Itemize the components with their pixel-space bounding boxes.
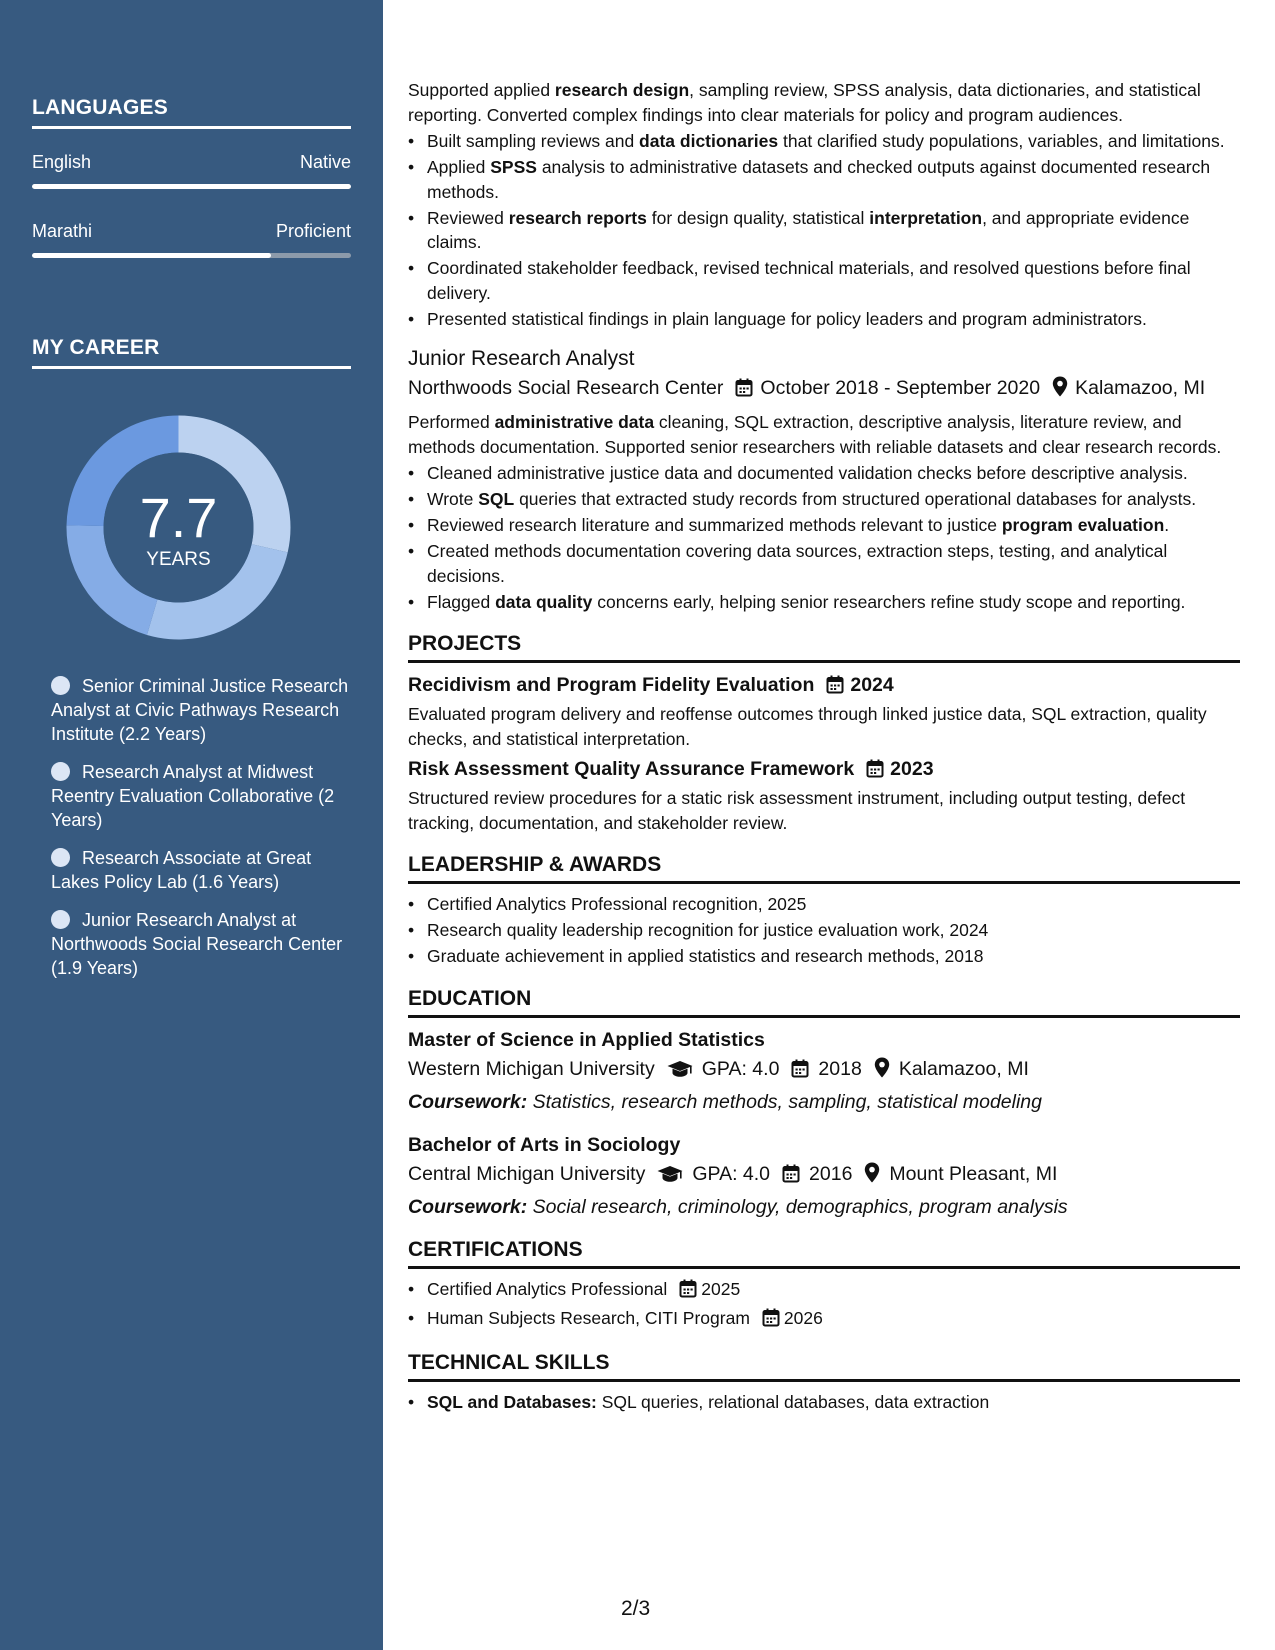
education-meta [408, 1159, 1240, 1192]
career-item [51, 760, 351, 832]
text-segment: Applied [427, 157, 491, 177]
project-name: Recidivism and Program Fidelity Evaluation [408, 674, 815, 696]
text-segment: queries that extracted study records from structured operational databases for analysts. [514, 489, 1197, 509]
skill-value: SQL queries, relational databases, data extraction [596, 1392, 990, 1412]
skill-item [408, 1390, 1240, 1415]
education-list [408, 1026, 1240, 1222]
coursework-text: Statistics, research methods, sampling, statistical modeling [527, 1090, 1043, 1113]
education-meta [408, 1054, 1240, 1087]
calendar-icon [735, 376, 753, 406]
skills-heading: TECHNICAL SKILLS [408, 1349, 1240, 1382]
page-number: 2/3 [621, 1597, 651, 1620]
language-name: English [32, 152, 92, 172]
bullet-item [408, 256, 1240, 305]
job-summary [408, 410, 1240, 459]
project-description: Evaluated program delivery and reoffense outcomes through linked justice data, SQL extraction, quality checks, and statistical interpretation. [408, 704, 1207, 749]
calendar-icon [782, 1162, 800, 1192]
job-dates: October 2018 - September 2020 [760, 377, 1041, 399]
skill-label: SQL and Databases: [427, 1392, 597, 1412]
certification-name: Human Subjects Research, CITI Program [427, 1307, 750, 1328]
bullet-item [408, 590, 1240, 615]
location-pin-icon [1052, 376, 1068, 406]
awards-heading: LEADERSHIP & AWARDS [408, 851, 1240, 884]
coursework [408, 1087, 1240, 1117]
certifications-heading: CERTIFICATIONS [408, 1236, 1240, 1269]
career-legend [51, 674, 351, 994]
text-segment: Wrote [427, 489, 479, 509]
text-segment: for design quality, statistical [646, 207, 870, 228]
school-name: Central Michigan University [408, 1162, 646, 1185]
bold-phrase: administrative data [494, 412, 655, 432]
bold-phrase: research design [554, 80, 690, 100]
coursework-label: Coursework: [408, 1090, 528, 1113]
text-segment: Reviewed [427, 207, 509, 228]
language-bar [32, 253, 351, 258]
language-level: Native [299, 152, 351, 172]
text-segment: Cleaned administrative justice data and documented validation checks before descriptive analysis. [427, 463, 1188, 483]
graduation-cap-icon [657, 1162, 683, 1192]
bullet-item [408, 539, 1240, 588]
school-location: Mount Pleasant, MI [889, 1162, 1058, 1185]
coursework-label: Coursework: [408, 1195, 528, 1218]
text-segment: Supported applied [408, 80, 555, 100]
bold-phrase: SPSS [490, 157, 537, 177]
text-segment: Presented statistical findings in plain language for policy leaders and program administrators. [427, 308, 1147, 329]
degree-title: Bachelor of Arts in Sociology [408, 1133, 681, 1156]
projects-list [408, 671, 1240, 835]
career-item-label: Senior Criminal Justice Research Analyst at Civic Pathways Research Institute (2.2 Years) [51, 676, 349, 744]
sidebar [0, 0, 383, 1650]
language-bar-fill [32, 184, 351, 189]
bullet-item [408, 155, 1240, 204]
bullet-item [408, 513, 1240, 538]
project-year: 2023 [890, 758, 934, 780]
certification-name: Certified Analytics Professional [427, 1278, 668, 1299]
bullet-item [408, 487, 1240, 512]
bullet-item [408, 307, 1240, 332]
project-title [408, 755, 1240, 786]
calendar-icon [866, 758, 884, 786]
career-item-label: Research Associate at Great Lakes Policy Lab (1.6 Years) [51, 848, 312, 892]
graduation-cap-icon [667, 1057, 693, 1087]
job-title: Junior Research Analyst [408, 347, 635, 370]
location-pin-icon [864, 1162, 880, 1192]
language-level: Proficient [275, 221, 351, 241]
graduation-year: 2016 [809, 1162, 853, 1185]
career-item [51, 674, 351, 746]
text-segment: Performed [408, 412, 495, 432]
awards-list [408, 892, 1240, 969]
gpa: GPA: 4.0 [692, 1162, 771, 1185]
bold-phrase: interpretation [869, 207, 983, 228]
coursework [408, 1192, 1240, 1222]
location-pin-icon [874, 1057, 890, 1087]
text-segment: Coordinated stakeholder feedback, revised technical materials, and resolved questions before final delivery. [427, 258, 1191, 303]
text-segment: concerns early, helping senior researchers refine study scope and reporting. [592, 591, 1186, 612]
text-segment: Reviewed research literature and summarized methods relevant to justice [427, 515, 1002, 535]
text-segment: that clarified study populations, variables, and limitations. [778, 131, 1225, 151]
text-segment: cleaning, SQL extraction, descriptive analysis, literature review, and methods documentation. Supported senior researchers with reliable datasets and clear research records. [408, 412, 1222, 457]
job-company: Northwoods Social Research Center [408, 377, 724, 399]
project-title [408, 671, 1240, 702]
bullet-item [408, 129, 1240, 154]
award-item: • Research quality leadership recognition for justice evaluation work, 2024 [408, 918, 1240, 943]
bold-phrase: data quality [495, 591, 593, 612]
career-item [51, 908, 351, 980]
project-description: Structured review procedures for a static risk assessment instrument, including output testing, defect tracking, documentation, and stakeholder review. [408, 788, 1186, 833]
school-location: Kalamazoo, MI [898, 1057, 1029, 1080]
languages-heading: LANGUAGES [32, 96, 351, 129]
language-name: Marathi [32, 221, 93, 241]
gpa: GPA: 4.0 [701, 1057, 780, 1080]
role-bullets [408, 129, 1240, 331]
career-item-label: Junior Research Analyst at Northwoods Social Research Center (1.9 Years) [51, 910, 343, 978]
project-name: Risk Assessment Quality Assurance Framework [408, 758, 855, 780]
career-heading: MY CAREER [32, 336, 351, 369]
text-segment: , sampling review, SPSS analysis, data dictionaries, and statistical reporting. Converted complex findings into clear materials for policy and program audiences. [408, 80, 1201, 125]
text-segment: Built sampling reviews and [427, 131, 640, 151]
main-content [408, 78, 1240, 1416]
bold-phrase: research reports [508, 207, 647, 228]
certification-year: 2025 [701, 1278, 741, 1299]
project-year: 2024 [850, 674, 894, 696]
skills-list [408, 1390, 1240, 1415]
career-dot-icon [51, 676, 70, 695]
award-item: • Certified Analytics Professional recognition, 2025 [408, 892, 1240, 917]
job-meta [408, 373, 1240, 406]
career-total-unit: YEARS [146, 549, 211, 570]
calendar-icon [679, 1279, 697, 1305]
language-row [32, 152, 351, 173]
award-item: • Graduate achievement in applied statistics and research methods, 2018 [408, 944, 1240, 969]
career-dot-icon [51, 910, 70, 929]
certifications-list [408, 1277, 1240, 1334]
language-bar-fill [32, 253, 271, 258]
education-heading: EDUCATION [408, 985, 1240, 1018]
career-total-years: 7.7 [139, 486, 218, 549]
career-item-label: Research Analyst at Midwest Reentry Evaluation Collaborative (2 Years) [51, 762, 335, 830]
text-segment: . [1164, 515, 1170, 535]
calendar-icon [762, 1308, 780, 1334]
bold-phrase: SQL [478, 489, 515, 509]
job-bullets [408, 461, 1240, 614]
degree-title: Master of Science in Applied Statistics [408, 1028, 765, 1051]
career-dot-icon [51, 762, 70, 781]
certification-item [408, 1277, 1240, 1305]
graduation-year: 2018 [818, 1057, 862, 1080]
career-dot-icon [51, 848, 70, 867]
text-segment: Created methods documentation covering data sources, extraction steps, testing, and analytical decisions. [427, 541, 1168, 586]
language-bar [32, 184, 351, 189]
bullet-item [408, 206, 1240, 255]
certification-item [408, 1306, 1240, 1334]
text-segment: analysis to administrative datasets and checked outputs against documented research methods. [427, 157, 1211, 202]
school-name: Western Michigan University [408, 1057, 655, 1080]
certification-year: 2026 [783, 1307, 823, 1328]
career-item [51, 846, 351, 894]
text-segment: , and appropriate evidence claims. [427, 207, 1190, 252]
coursework-text: Social research, criminology, demographics, program analysis [527, 1195, 1068, 1218]
projects-heading: PROJECTS [408, 630, 1240, 663]
calendar-icon [826, 674, 844, 702]
bullet-item [408, 461, 1240, 486]
language-row [32, 221, 351, 242]
bold-phrase: data dictionaries [639, 131, 779, 151]
calendar-icon [791, 1057, 809, 1087]
bold-phrase: program evaluation [1001, 515, 1165, 535]
job-location: Kalamazoo, MI [1075, 377, 1206, 399]
role-summary [408, 78, 1240, 127]
text-segment: Flagged [427, 591, 496, 612]
